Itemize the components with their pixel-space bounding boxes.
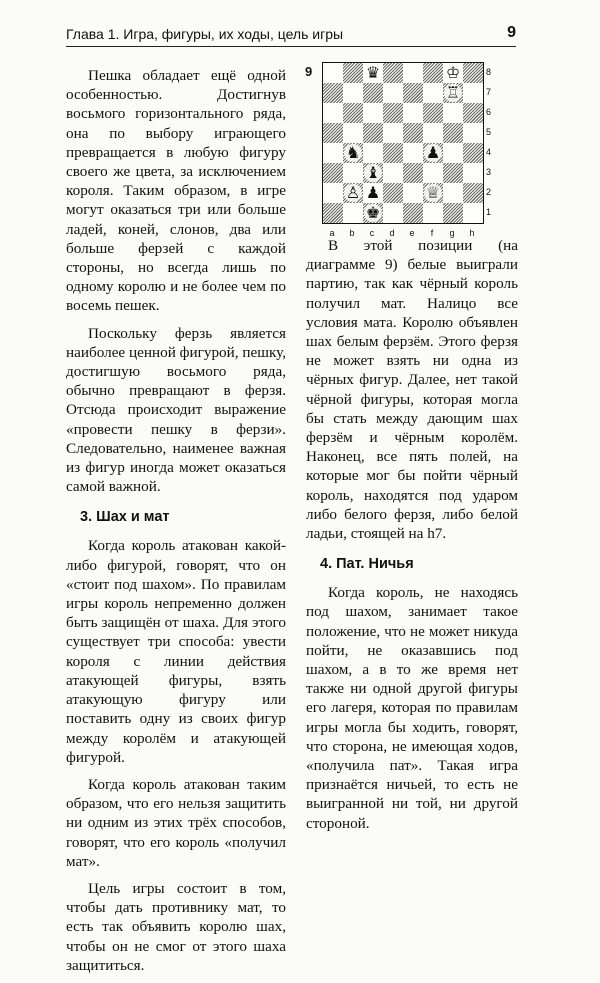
square-h6 (463, 103, 483, 123)
rank-label: 6 (486, 107, 492, 117)
square-b3 (343, 163, 363, 183)
chess-piece: ♟ (425, 143, 441, 162)
square-c7 (363, 83, 383, 103)
paragraph: В этой позиции (на диаграмме 9) белые выиграли партию, так как чёрный король получил мат. Налицо все условия мата. Королю объявлен шах белым ферзём. Этого ферзя не может взять ни одна из чёрных фигур. Далее, нет такой чёрной фигуры, которая могла бы стать между дающим шах ферзём и чёрным королём. Наконец, все пять полей, на которые мог бы пойти чёрный король, находятся под ударом либо белого ферзя, либо белой ладьи, стоящей на h7. (306, 237, 518, 543)
rank-label: 1 (486, 207, 492, 217)
square-c1 (363, 203, 383, 223)
chess-piece: ♙ (345, 183, 361, 202)
square-g2 (443, 183, 463, 203)
square-d5 (383, 123, 403, 143)
chess-diagram (300, 58, 518, 238)
file-label: e (409, 228, 415, 238)
square-h4 (463, 143, 483, 163)
file-label: h (469, 228, 475, 238)
paragraph: Цель игры состоит в том, чтобы дать противнику мат, то есть так объявить королю шах, чтобы он не смог от этого шаха защититься. (66, 879, 286, 974)
chess-piece: ♖ (445, 83, 461, 102)
paragraph: Поскольку ферзь является наиболее ценной фигурой, пешку, достигшую восьмого ряда, обычно превращают в ферзя. Отсюда происходит выражение «провести пешку в ферзи». Следовательно, наименее важная из фигур иногда может оказаться самой важной. (66, 324, 286, 496)
square-h2 (463, 183, 483, 203)
square-b7 (343, 83, 363, 103)
rank-label: 7 (486, 87, 492, 97)
file-label: g (449, 228, 455, 238)
square-f2 (423, 183, 443, 203)
square-h3 (463, 163, 483, 183)
square-h1 (463, 203, 483, 223)
square-b1 (343, 203, 363, 223)
square-f6 (423, 103, 443, 123)
square-h7 (463, 83, 483, 103)
square-e1 (403, 203, 423, 223)
rank-label: 2 (486, 187, 492, 197)
square-c3 (363, 163, 383, 183)
rank-label: 5 (486, 127, 492, 137)
section-heading: 3. Шах и мат (80, 509, 170, 526)
square-d4 (383, 143, 403, 163)
square-g7 (443, 83, 463, 103)
square-g1 (443, 203, 463, 223)
page-number: 9 (507, 24, 516, 41)
square-d8 (383, 63, 403, 83)
square-e3 (403, 163, 423, 183)
square-h5 (463, 123, 483, 143)
square-c2 (363, 183, 383, 203)
square-c4 (363, 143, 383, 163)
square-d2 (383, 183, 403, 203)
right-column (306, 236, 518, 841)
square-f8 (423, 63, 443, 83)
square-e5 (403, 123, 423, 143)
square-e2 (403, 183, 423, 203)
square-a3 (323, 163, 343, 183)
chess-piece: ♔ (445, 63, 461, 82)
chess-board (322, 62, 484, 224)
rank-label: 8 (486, 67, 492, 77)
chess-piece: ♕ (425, 183, 441, 202)
paragraph: Когда король, не находясь под шахом, занимает такое положение, что не может никуда пойти, не оказавшись под шахом, а в то же время нет также ни одной другой фигуры его лагеря, которая по правилам игры могла бы ходить, говорят, что сторона, не имеющая ходов, «получила пат». Такая игра признаётся ничьей, то есть не выигранной ни той, ни другой стороной. (306, 584, 518, 832)
file-label: c (369, 228, 375, 238)
square-d6 (383, 103, 403, 123)
square-d7 (383, 83, 403, 103)
chess-piece: ♟ (365, 183, 381, 202)
diagram-number: 9 (305, 64, 313, 79)
square-a5 (323, 123, 343, 143)
square-b8 (343, 63, 363, 83)
square-e4 (403, 143, 423, 163)
square-c8 (363, 63, 383, 83)
running-header (66, 24, 516, 47)
square-g5 (443, 123, 463, 143)
section-heading: 4. Пат. Ничья (320, 556, 414, 573)
file-label: d (389, 228, 395, 238)
file-label: a (329, 228, 335, 238)
square-a7 (323, 83, 343, 103)
square-g3 (443, 163, 463, 183)
paragraph: Когда король атакован таким образом, что его нельзя защитить ни одним из этих трёх способов, говорят, что его король «получил мат». (66, 775, 286, 870)
chapter-title: Глава 1. Игра, фигуры, их ходы, цель игры (66, 26, 344, 42)
square-a4 (323, 143, 343, 163)
square-a2 (323, 183, 343, 203)
square-b2 (343, 183, 363, 203)
square-c5 (363, 123, 383, 143)
chess-piece: ♞ (345, 143, 361, 162)
square-e7 (403, 83, 423, 103)
chess-piece: ♛ (365, 63, 381, 82)
square-a1 (323, 203, 343, 223)
square-e6 (403, 103, 423, 123)
chess-piece: ♝ (365, 163, 381, 182)
square-f3 (423, 163, 443, 183)
square-f1 (423, 203, 443, 223)
left-column (66, 66, 286, 983)
square-b4 (343, 143, 363, 163)
paragraph: Когда король атакован какой-либо фигурой, говорят, что он «стоит под шахом». По правилам игры король непременно должен быть защищён от шаха. Для этого существует три способа: увести короля с линии действия атакующей фигуры, взять атакующую фигуру или поставить одну из своих фигур между королём и атакующей фигурой. (66, 537, 286, 766)
square-h8 (463, 63, 483, 83)
square-g4 (443, 143, 463, 163)
rank-labels (486, 62, 496, 222)
rank-label: 4 (486, 147, 492, 157)
square-a6 (323, 103, 343, 123)
square-f5 (423, 123, 443, 143)
square-d3 (383, 163, 403, 183)
square-f7 (423, 83, 443, 103)
square-g6 (443, 103, 463, 123)
square-b6 (343, 103, 363, 123)
rank-label: 3 (486, 167, 492, 177)
chess-piece: ♚ (365, 203, 381, 222)
square-a8 (323, 63, 343, 83)
square-b5 (343, 123, 363, 143)
paragraph: Пешка обладает ещё одной особенностью. Достигнув восьмого горизонтального ряда, она по выбору играющего превращается в любую фигуру своего же цвета, за исключением короля. Таким образом, в игре могут оказаться три или больше ладей, коней, слонов, два или больше ферзей с каждой стороны, но всегда лишь по одному королю и не более чем по восемь пешек. (66, 67, 286, 315)
file-label: b (349, 228, 355, 238)
square-c6 (363, 103, 383, 123)
square-d1 (383, 203, 403, 223)
square-e8 (403, 63, 423, 83)
square-g8 (443, 63, 463, 83)
file-label: f (430, 228, 434, 238)
square-f4 (423, 143, 443, 163)
